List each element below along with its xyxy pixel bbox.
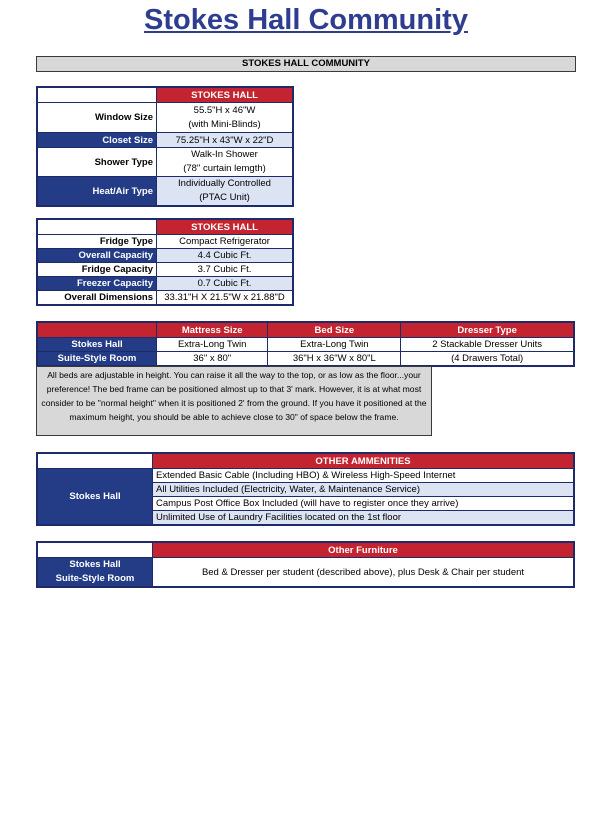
window-size-value	[157, 103, 294, 133]
blank-cell	[37, 219, 157, 235]
amenity-item: All Utilities Included (Electricity, Water, & Maintenance Service)	[153, 483, 575, 497]
fridge-capacity-value: 3.7 Cubic Ft.	[157, 263, 294, 277]
bed-line2: 36"H x 36"W x 80"L	[268, 352, 401, 366]
fridge-capacity-label: Fridge Capacity	[37, 263, 157, 277]
other-furniture-table	[36, 541, 575, 588]
other-furniture-header: Other Furniture	[153, 542, 575, 558]
bed-size-header: Bed Size	[268, 322, 401, 338]
room-label-line1: Stokes Hall	[37, 338, 157, 352]
amenity-item: Unlimited Use of Laundry Facilities located on the 1st floor	[153, 511, 575, 525]
mattress-size-header: Mattress Size	[157, 322, 268, 338]
shower-type-line1: Walk-In Shower	[191, 149, 258, 160]
overall-capacity-label: Overall Capacity	[37, 249, 157, 263]
amenities-row-label: Stokes Hall	[37, 469, 153, 525]
heat-air-line1: Individually Controlled	[178, 178, 271, 189]
amenities-header: OTHER AMMENITIES	[153, 453, 575, 469]
closet-size-value: 75.25"H x 43"W x 22"D	[157, 133, 294, 148]
overall-dimensions-label: Overall Dimensions	[37, 291, 157, 305]
fridge-specs-table	[36, 218, 294, 306]
overall-capacity-value: 4.4 Cubic Ft.	[157, 249, 294, 263]
blank-cell	[37, 87, 157, 103]
window-size-line2: (with Mini-Blinds)	[188, 118, 261, 130]
blank-cell	[37, 542, 153, 558]
furniture-row-label-line1: Stokes Hall	[69, 559, 121, 570]
page-title: Stokes Hall Community	[144, 4, 468, 36]
furniture-sizes-table	[36, 321, 575, 367]
dresser-line2: (4 Drawers Total)	[401, 352, 574, 366]
overall-dimensions-value: 33.31"H X 21.5"W x 21.88"D	[157, 291, 294, 305]
window-size-line1: 55.5"H x 46"W	[193, 104, 256, 116]
dresser-line1: 2 Stackable Dresser Units	[401, 338, 574, 352]
dresser-type-header: Dresser Type	[401, 322, 574, 338]
amenity-item: Campus Post Office Box Included (will have to register once they arrive)	[153, 497, 575, 511]
freezer-capacity-label: Freezer Capacity	[37, 277, 157, 291]
bed-height-note: All beds are adjustable in height. You can raise it all the way to the top, or as low as the floor...your preference! The bed frame can be positioned almost up to that 3' mark. However, it is at what most consider to be "normal height" when it is positioned 2' from the ground. If you have it positioned at the maximum height, you should be able to achieve close to 30" of space below the frame.	[36, 366, 432, 436]
room-label-line2: Suite-Style Room	[37, 352, 157, 366]
room-specs-table	[36, 86, 294, 207]
room-specs-header: STOKES HALL	[157, 87, 294, 103]
heat-air-value	[157, 177, 294, 207]
heat-air-line2: (PTAC Unit)	[199, 192, 250, 203]
freezer-capacity-value: 0.7 Cubic Ft.	[157, 277, 294, 291]
fridge-type-label: Fridge Type	[37, 235, 157, 249]
bed-line1: Extra-Long Twin	[268, 338, 401, 352]
fridge-specs-header: STOKES HALL	[157, 219, 294, 235]
community-banner: STOKES HALL COMMUNITY	[36, 56, 576, 72]
amenity-item: Extended Basic Cable (Including HBO) & Wireless High-Speed Internet	[153, 469, 575, 483]
shower-type-value	[157, 148, 294, 177]
mattress-line2: 36" x 80"	[157, 352, 268, 366]
blank-cell	[37, 453, 153, 469]
fridge-type-value: Compact Refrigerator	[157, 235, 294, 249]
furniture-row-label	[37, 558, 153, 588]
furniture-row-label-line2: Suite-Style Room	[55, 573, 135, 584]
mattress-line1: Extra-Long Twin	[157, 338, 268, 352]
shower-type-label: Shower Type	[37, 148, 157, 177]
shower-type-line2: (78" curtain lemgth)	[183, 163, 266, 174]
blank-header-cell	[37, 322, 157, 338]
closet-size-label: Closet Size	[37, 133, 157, 148]
amenities-table	[36, 452, 575, 526]
heat-air-label: Heat/Air Type	[37, 177, 157, 207]
other-furniture-value: Bed & Dresser per student (described above), plus Desk & Chair per student	[153, 558, 575, 588]
window-size-label: Window Size	[37, 103, 157, 133]
